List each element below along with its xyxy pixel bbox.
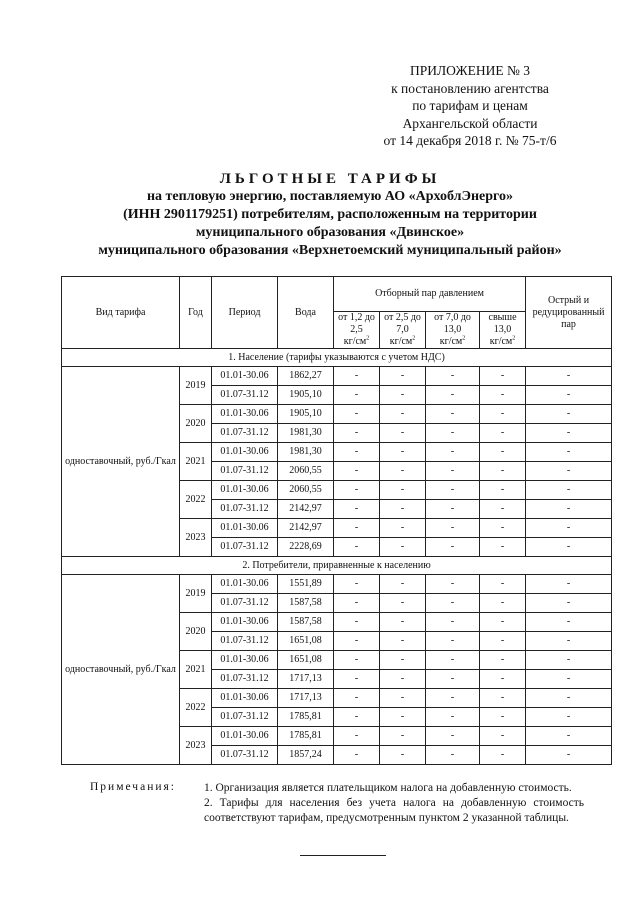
steam-tariff-cell: -	[380, 443, 426, 462]
steam-tariff-cell: -	[380, 689, 426, 708]
steam-tariff-cell: -	[426, 575, 480, 594]
period-cell: 01.01-30.06	[212, 727, 278, 746]
sharp-steam-cell: -	[526, 594, 612, 613]
sharp-steam-cell: -	[526, 424, 612, 443]
water-tariff-cell: 2060,55	[278, 481, 334, 500]
water-tariff-cell: 2228,69	[278, 538, 334, 557]
period-cell: 01.07-31.12	[212, 670, 278, 689]
steam-tariff-cell: -	[480, 519, 526, 538]
sharp-steam-cell: -	[526, 500, 612, 519]
sharp-steam-cell: -	[526, 443, 612, 462]
steam-tariff-cell: -	[480, 538, 526, 557]
sharp-steam-cell: -	[526, 575, 612, 594]
period-cell: 01.01-30.06	[212, 519, 278, 538]
appendix-line: от 14 декабря 2018 г. № 75-т/6	[383, 133, 557, 148]
appendix-line: по тарифам и ценам	[412, 98, 528, 113]
title-line: (ИНН 2901179251) потребителям, расположенным на территории	[123, 207, 537, 222]
steam-tariff-cell: -	[380, 670, 426, 689]
steam-tariff-cell: -	[334, 613, 380, 632]
water-tariff-cell: 1717,13	[278, 670, 334, 689]
steam-tariff-cell: -	[334, 651, 380, 670]
appendix-line: к постановлению агентства	[391, 80, 549, 96]
sharp-steam-cell: -	[526, 386, 612, 405]
sharp-steam-cell: -	[526, 632, 612, 651]
note-item: 2. Тарифы для населения без учета налога на добавленную стоимость соответствуют тарифам, предусмотренным пунктом 2 указанной таблицы.	[204, 797, 584, 824]
steam-tariff-cell: -	[480, 443, 526, 462]
steam-tariff-cell: -	[480, 651, 526, 670]
steam-tariff-cell: -	[334, 632, 380, 651]
steam-tariff-cell: -	[426, 538, 480, 557]
steam-tariff-cell: -	[426, 746, 480, 765]
water-tariff-cell: 1905,10	[278, 386, 334, 405]
sharp-steam-cell: -	[526, 689, 612, 708]
steam-tariff-cell: -	[426, 405, 480, 424]
note-item: 1. Организация является плательщиком налога на добавленную стоимость.	[204, 782, 572, 794]
steam-tariff-cell: -	[380, 367, 426, 386]
steam-tariff-cell: -	[480, 632, 526, 651]
title-main: ЛЬГОТНЫЕ ТАРИФЫ	[219, 171, 441, 187]
steam-tariff-cell: -	[334, 519, 380, 538]
steam-tariff-cell: -	[480, 727, 526, 746]
period-cell: 01.01-30.06	[212, 613, 278, 632]
appendix-header	[330, 62, 610, 150]
steam-tariff-cell: -	[334, 405, 380, 424]
header-steam-col: от 7,0 до 13,0 $кг/см^2$	[426, 312, 480, 349]
steam-tariff-cell: -	[480, 746, 526, 765]
period-cell: 01.07-31.12	[212, 462, 278, 481]
steam-tariff-cell: -	[426, 386, 480, 405]
period-cell: 01.07-31.12	[212, 746, 278, 765]
year-cell: 2020	[180, 613, 212, 651]
water-tariff-cell: 1717,13	[278, 689, 334, 708]
steam-tariff-cell: -	[380, 424, 426, 443]
steam-tariff-cell: -	[334, 443, 380, 462]
steam-tariff-cell: -	[380, 538, 426, 557]
sharp-steam-cell: -	[526, 367, 612, 386]
steam-tariff-cell: -	[480, 367, 526, 386]
steam-tariff-cell: -	[480, 405, 526, 424]
steam-tariff-cell: -	[380, 481, 426, 500]
title-line: муниципального образования «Верхнетоемский муниципальный район»	[98, 243, 562, 258]
period-cell: 01.01-30.06	[212, 575, 278, 594]
sharp-steam-cell: -	[526, 462, 612, 481]
steam-tariff-cell: -	[334, 367, 380, 386]
steam-tariff-cell: -	[426, 708, 480, 727]
water-tariff-cell: 1785,81	[278, 708, 334, 727]
steam-tariff-cell: -	[426, 443, 480, 462]
steam-tariff-cell: -	[334, 594, 380, 613]
steam-tariff-cell: -	[426, 727, 480, 746]
steam-tariff-cell: -	[426, 670, 480, 689]
notes	[204, 781, 584, 826]
steam-tariff-cell: -	[426, 594, 480, 613]
steam-tariff-cell: -	[480, 481, 526, 500]
header-tariff-type: Вид тарифа	[62, 277, 180, 349]
year-cell: 2023	[180, 519, 212, 557]
steam-tariff-cell: -	[334, 538, 380, 557]
sharp-steam-cell: -	[526, 519, 612, 538]
steam-tariff-cell: -	[380, 462, 426, 481]
tariff-type-cell: одноставочный, руб./Гкал	[62, 367, 180, 557]
period-cell: 01.01-30.06	[212, 689, 278, 708]
water-tariff-cell: 2142,97	[278, 500, 334, 519]
steam-tariff-cell: -	[380, 386, 426, 405]
header-water: Вода	[278, 277, 334, 349]
year-cell: 2019	[180, 575, 212, 613]
steam-tariff-cell: -	[480, 500, 526, 519]
steam-tariff-cell: -	[334, 462, 380, 481]
steam-tariff-cell: -	[334, 500, 380, 519]
steam-tariff-cell: -	[334, 575, 380, 594]
steam-tariff-cell: -	[380, 632, 426, 651]
steam-tariff-cell: -	[426, 689, 480, 708]
tariff-table	[61, 276, 612, 765]
header-steam-col: от 1,2 до 2,5 $кг/см^2$	[334, 312, 380, 349]
water-tariff-cell: 1905,10	[278, 405, 334, 424]
title-line: на тепловую энергию, поставляемую АО «АрхоблЭнерго»	[146, 189, 514, 204]
steam-tariff-cell: -	[480, 424, 526, 443]
steam-tariff-cell: -	[334, 708, 380, 727]
steam-tariff-cell: -	[334, 689, 380, 708]
water-tariff-cell: 1981,30	[278, 424, 334, 443]
water-tariff-cell: 1981,30	[278, 443, 334, 462]
steam-tariff-cell: -	[480, 670, 526, 689]
steam-tariff-cell: -	[334, 727, 380, 746]
steam-tariff-cell: -	[380, 613, 426, 632]
appendix-number: ПРИЛОЖЕНИЕ № 3	[409, 63, 531, 78]
sharp-steam-cell: -	[526, 670, 612, 689]
sharp-steam-cell: -	[526, 651, 612, 670]
period-cell: 01.01-30.06	[212, 443, 278, 462]
year-cell: 2022	[180, 481, 212, 519]
steam-tariff-cell: -	[380, 651, 426, 670]
table-row	[62, 575, 612, 594]
appendix-line: Архангельской области	[402, 115, 538, 131]
year-cell: 2021	[180, 651, 212, 689]
year-cell: 2019	[180, 367, 212, 405]
header-steam: Отборный пар давлением	[334, 277, 526, 312]
steam-tariff-cell: -	[426, 500, 480, 519]
water-tariff-cell: 1785,81	[278, 727, 334, 746]
sharp-steam-cell: -	[526, 613, 612, 632]
title-line: муниципального образования «Двинское»	[195, 225, 465, 240]
steam-tariff-cell: -	[334, 386, 380, 405]
year-cell: 2022	[180, 689, 212, 727]
steam-tariff-cell: -	[380, 727, 426, 746]
steam-tariff-cell: -	[480, 689, 526, 708]
header-period: Период	[212, 277, 278, 349]
steam-tariff-cell: -	[426, 481, 480, 500]
sharp-steam-cell: -	[526, 481, 612, 500]
divider	[300, 855, 386, 856]
sharp-steam-cell: -	[526, 727, 612, 746]
document-title	[40, 170, 620, 260]
header-year: Год	[180, 277, 212, 349]
steam-tariff-cell: -	[426, 424, 480, 443]
steam-tariff-cell: -	[426, 613, 480, 632]
period-cell: 01.07-31.12	[212, 632, 278, 651]
water-tariff-cell: 1857,24	[278, 746, 334, 765]
steam-tariff-cell: -	[480, 613, 526, 632]
tariff-type-cell: одноставочный, руб./Гкал	[62, 575, 180, 765]
sharp-steam-cell: -	[526, 746, 612, 765]
steam-tariff-cell: -	[380, 519, 426, 538]
steam-tariff-cell: -	[480, 462, 526, 481]
steam-tariff-cell: -	[480, 575, 526, 594]
period-cell: 01.01-30.06	[212, 481, 278, 500]
steam-tariff-cell: -	[480, 386, 526, 405]
steam-tariff-cell: -	[426, 632, 480, 651]
period-cell: 01.07-31.12	[212, 708, 278, 727]
steam-tariff-cell: -	[426, 462, 480, 481]
water-tariff-cell: 1551,89	[278, 575, 334, 594]
table-row	[62, 367, 612, 386]
period-cell: 01.07-31.12	[212, 538, 278, 557]
year-cell: 2021	[180, 443, 212, 481]
steam-tariff-cell: -	[334, 670, 380, 689]
steam-tariff-cell: -	[480, 708, 526, 727]
steam-tariff-cell: -	[426, 651, 480, 670]
header-steam-col: от 2,5 до 7,0 $кг/см^2$	[380, 312, 426, 349]
steam-tariff-cell: -	[334, 481, 380, 500]
header-sharp-steam: Острый и редуцированный пар	[526, 277, 612, 349]
period-cell: 01.07-31.12	[212, 594, 278, 613]
year-cell: 2023	[180, 727, 212, 765]
steam-tariff-cell: -	[380, 405, 426, 424]
steam-tariff-cell: -	[380, 594, 426, 613]
notes-label: Примечания:	[90, 781, 176, 793]
steam-tariff-cell: -	[380, 575, 426, 594]
water-tariff-cell: 1587,58	[278, 613, 334, 632]
steam-tariff-cell: -	[334, 424, 380, 443]
sharp-steam-cell: -	[526, 405, 612, 424]
steam-tariff-cell: -	[426, 519, 480, 538]
steam-tariff-cell: -	[380, 500, 426, 519]
header-steam-col: свыше 13,0 $кг/см^2$	[480, 312, 526, 349]
water-tariff-cell: 1651,08	[278, 632, 334, 651]
year-cell: 2020	[180, 405, 212, 443]
steam-tariff-cell: -	[480, 594, 526, 613]
sharp-steam-cell: -	[526, 538, 612, 557]
steam-tariff-cell: -	[380, 708, 426, 727]
sharp-steam-cell: -	[526, 708, 612, 727]
steam-tariff-cell: -	[334, 746, 380, 765]
period-cell: 01.01-30.06	[212, 367, 278, 386]
period-cell: 01.07-31.12	[212, 500, 278, 519]
period-cell: 01.07-31.12	[212, 424, 278, 443]
steam-tariff-cell: -	[380, 746, 426, 765]
period-cell: 01.01-30.06	[212, 651, 278, 670]
section-title: 2. Потребители, приравненные к населению	[62, 557, 612, 575]
water-tariff-cell: 1587,58	[278, 594, 334, 613]
period-cell: 01.01-30.06	[212, 405, 278, 424]
water-tariff-cell: 2060,55	[278, 462, 334, 481]
steam-tariff-cell: -	[426, 367, 480, 386]
water-tariff-cell: 1862,27	[278, 367, 334, 386]
section-title: 1. Население (тарифы указываются с учетом НДС)	[62, 349, 612, 367]
period-cell: 01.07-31.12	[212, 386, 278, 405]
water-tariff-cell: 2142,97	[278, 519, 334, 538]
water-tariff-cell: 1651,08	[278, 651, 334, 670]
